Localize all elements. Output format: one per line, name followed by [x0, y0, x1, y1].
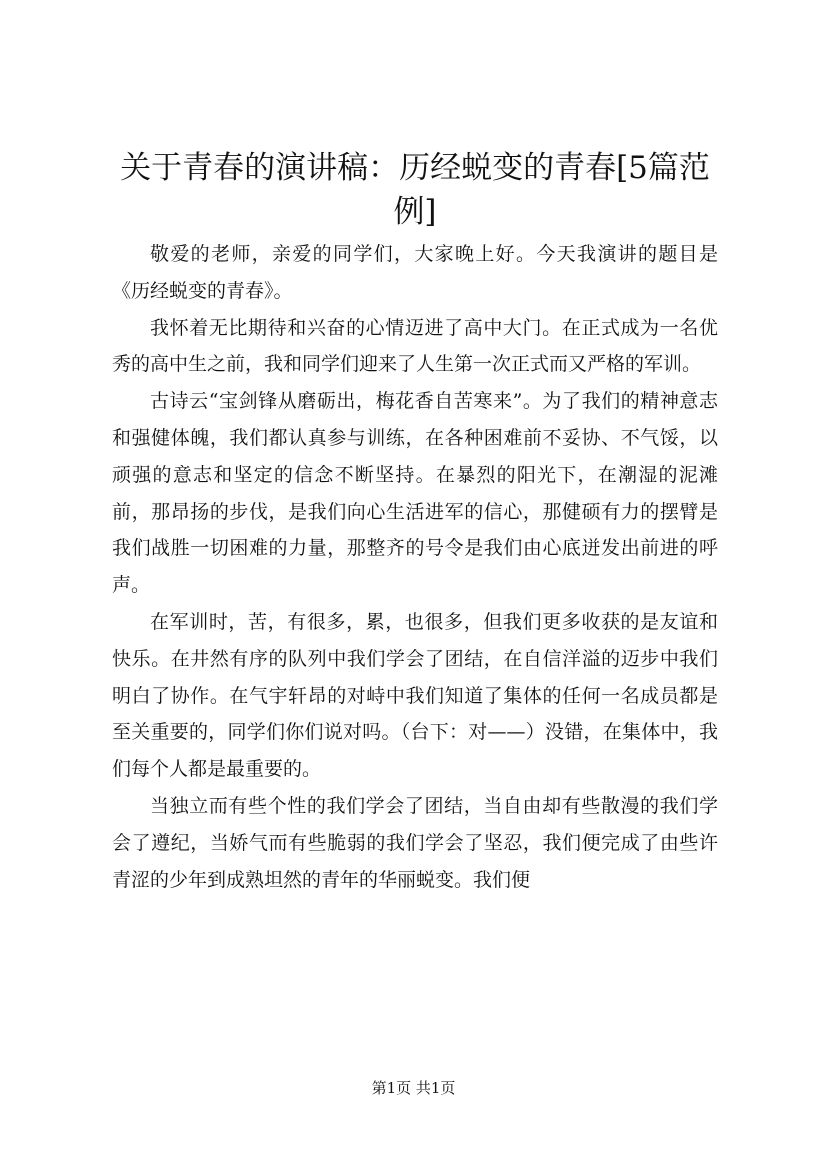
- paragraph-poem: 古诗云“宝剑锋从磨砺出，梅花香自苦寒来”。为了我们的精神意志和强健体魄，我们都认真参与训练，在各种困难前不妥协、不气馁，以顽强的意志和坚定的信念不断坚持。在暴烈的阳光下，在潮湿的泥滩前，那昂扬的步伐，是我们向心生活进军的信心，那健硕有力的摆臂是我们战胜一切困难的力量，那整齐的号令是我们由心底迸发出前进的呼声。: [112, 390, 718, 597]
- paragraph-military-training: 在军训时，苦，有很多，累，也很多，但我们更多收获的是友谊和快乐。在井然有序的队列中我们学会了团结，在自信洋溢的迈步中我们明白了协作。在气宇轩昂的对峙中我们知道了集体的任何一名成员都是至关重要的，同学们你们说对吗。（台下：对——）没错，在集体中，我们每个人都是最重要的。: [112, 610, 718, 781]
- paragraph-transformation: 当独立而有些个性的我们学会了团结，当自由却有些散漫的我们学会了遵纪，当娇气而有些脆弱的我们学会了坚忍，我们便完成了由些许青涩的少年到成熟坦然的青年的华丽蜕变。我们便: [112, 794, 718, 891]
- page-title: 关于青春的演讲稿：历经蜕变的青春[5篇范例]: [120, 150, 710, 230]
- paragraph-greeting: 敬爱的老师，亲爱的同学们，大家晚上好。今天我演讲的题目是《历经蜕变的青春》。: [112, 243, 718, 302]
- page-footer: 第1页 共1页: [371, 1079, 456, 1097]
- document-body: [112, 236, 718, 898]
- paragraph-high-school: 我怀着无比期待和兴奋的心情迈进了高中大门。在正式成为一名优秀的高中生之前，我和同学们迎来了人生第一次正式而又严格的军训。: [112, 316, 718, 376]
